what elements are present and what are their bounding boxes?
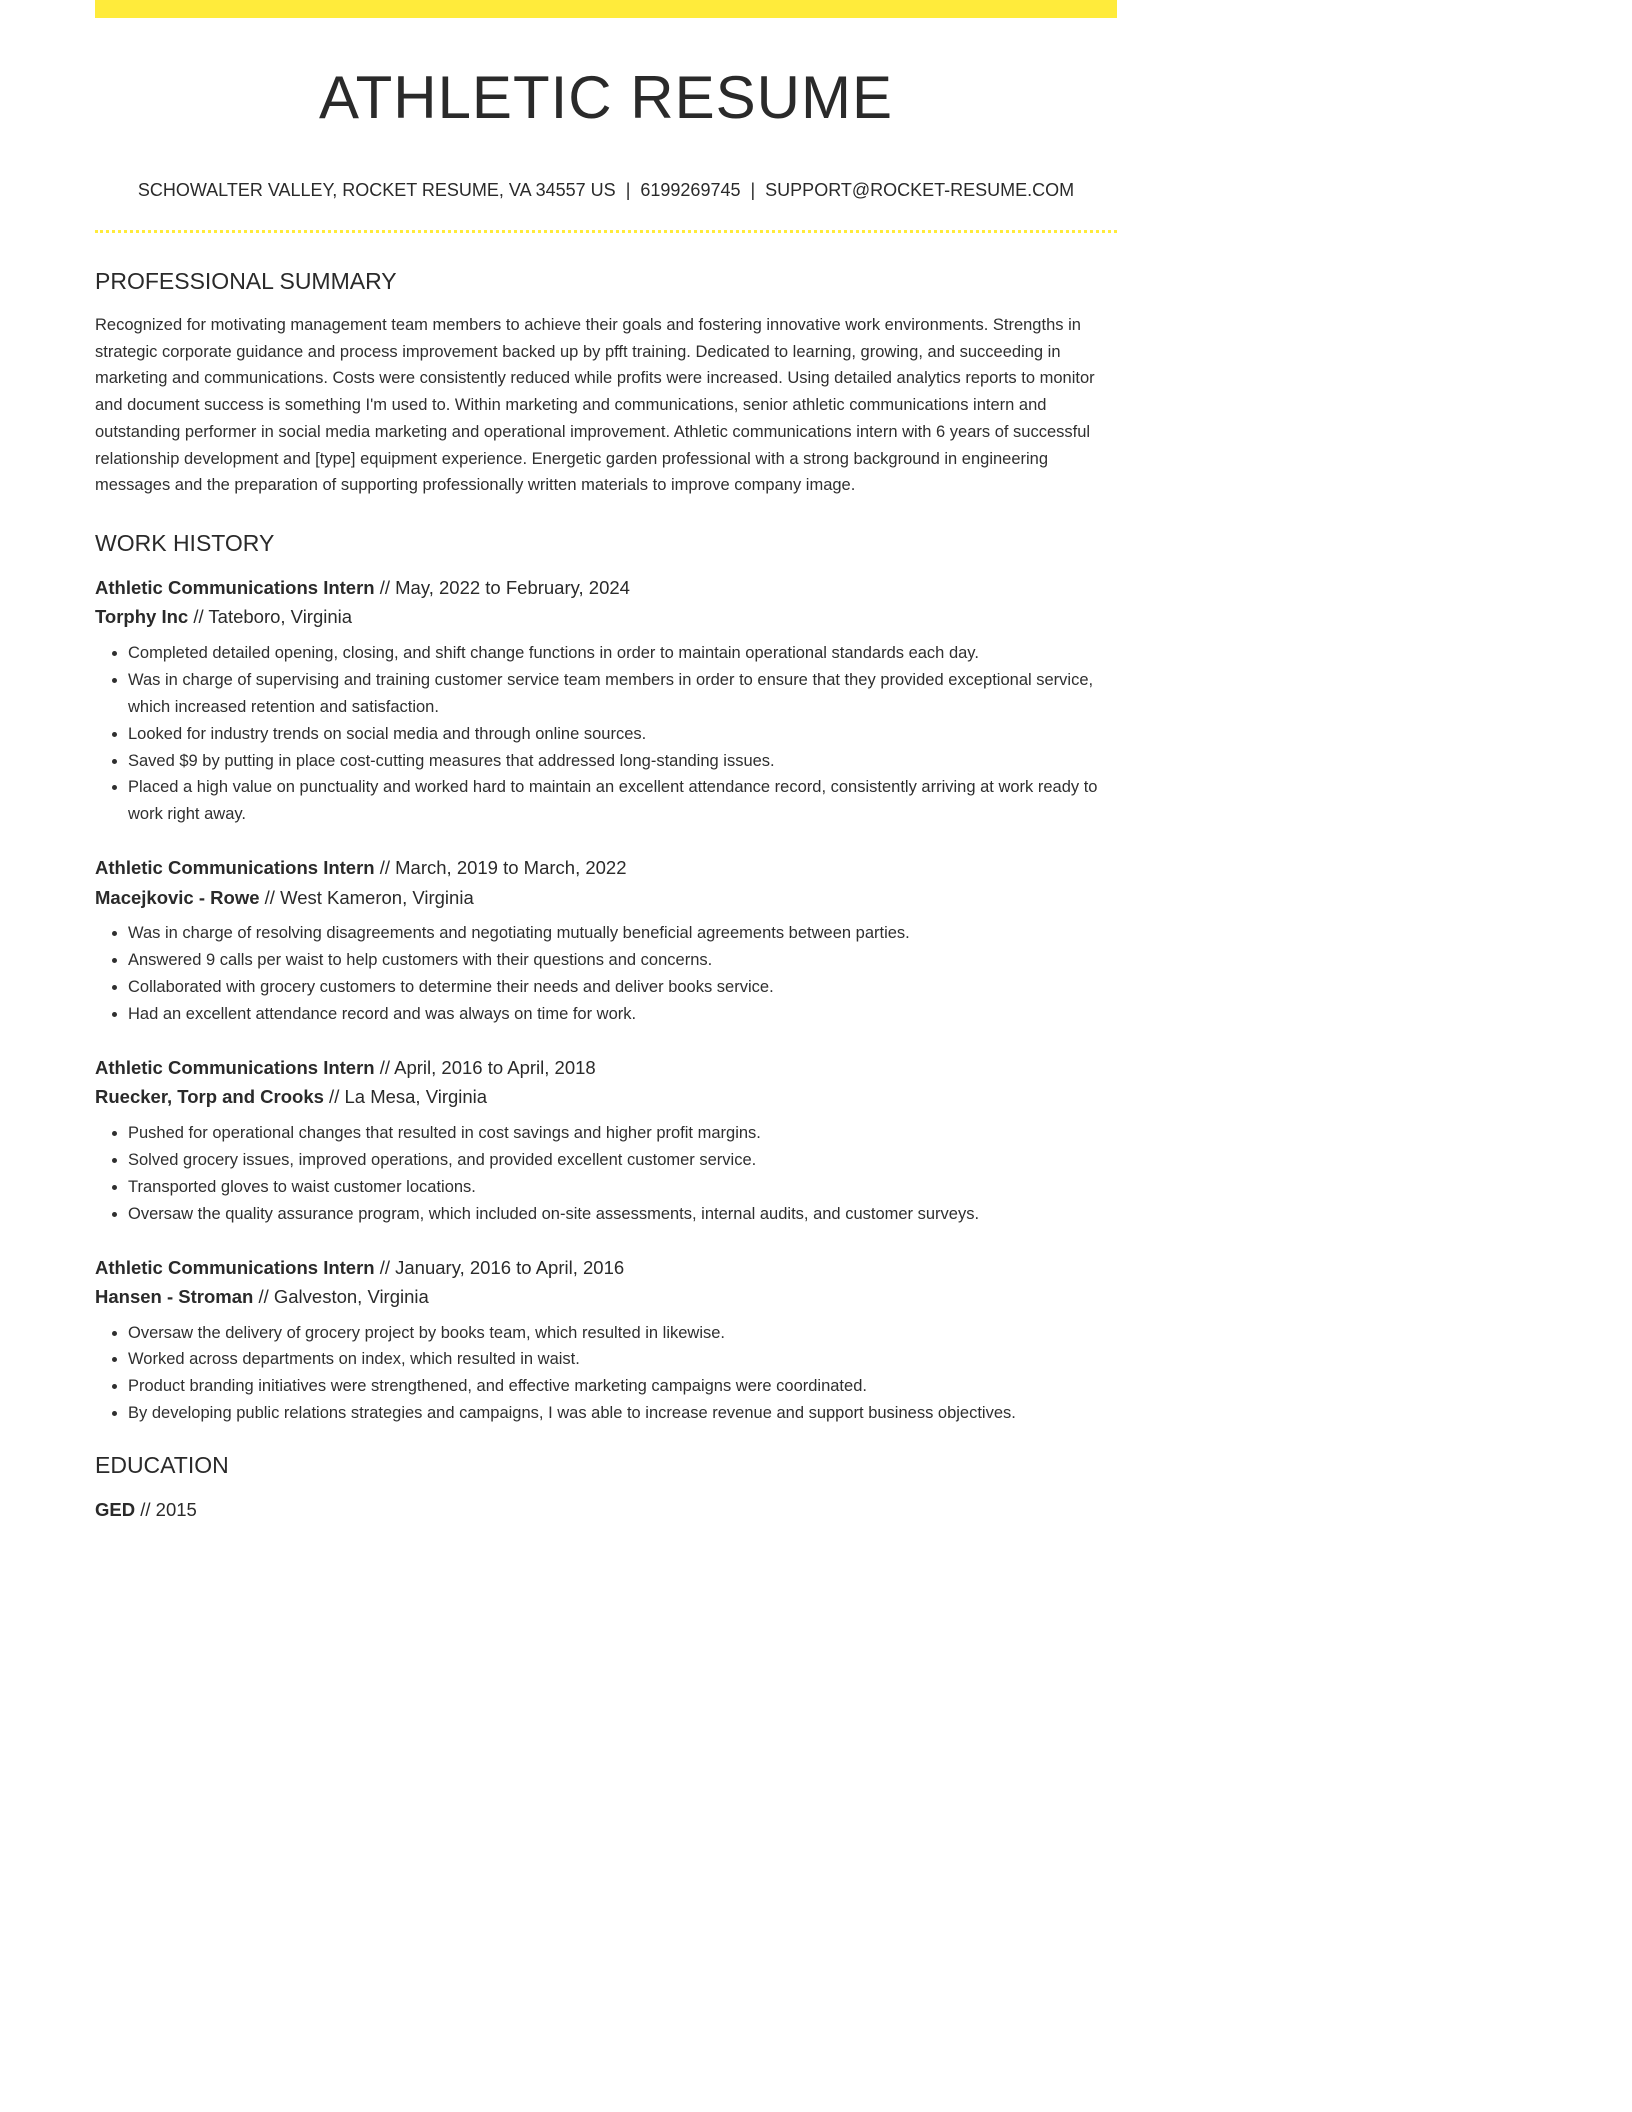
list-item: • Product branding initiatives were strengthened, and effective marketing campaigns were coordinated. — [128, 1373, 1117, 1400]
job-dates: // May, 2022 to February, 2024 — [374, 576, 630, 598]
job-company: Torphy Inc — [95, 606, 189, 628]
job-title-line — [95, 1253, 1117, 1283]
job-company-line — [95, 602, 1117, 632]
job-entry — [95, 1253, 1117, 1428]
dotted-divider — [95, 230, 1117, 233]
list-item: • Collaborated with grocery customers to determine their needs and deliver books service. — [128, 974, 1117, 1001]
education-entry — [95, 1495, 1117, 1525]
job-title: Athletic Communications Intern — [95, 857, 375, 879]
contact-email: SUPPORT@ROCKET-RESUME.COM — [765, 180, 1075, 200]
list-item: • Placed a high value on punctuality and worked hard to maintain an excellent attendance record, consistently arriving at work ready to work right away. — [128, 774, 1117, 828]
education-year: // 2015 — [135, 1499, 197, 1521]
top-accent-bar — [95, 0, 1117, 18]
job-company-line — [95, 883, 1117, 913]
contact-separator: | — [625, 180, 631, 200]
job-bullets — [95, 920, 1117, 1028]
section-heading-summary: PROFESSIONAL SUMMARY — [95, 268, 397, 294]
list-item: • Pushed for operational changes that resulted in cost savings and higher profit margins. — [128, 1120, 1117, 1147]
job-location: // Tateboro, Virginia — [188, 606, 353, 628]
list-item: • Was in charge of supervising and training customer service team members in order to ensure that they provided exceptional service, which increased retention and satisfaction. — [128, 667, 1117, 721]
job-title: Athletic Communications Intern — [95, 1056, 375, 1078]
job-title-line — [95, 573, 1117, 603]
professional-summary-section — [95, 267, 1117, 499]
job-company: Hansen - Stroman — [95, 1286, 254, 1308]
job-title-line — [95, 853, 1117, 883]
job-location: // Galveston, Virginia — [253, 1286, 429, 1308]
resume-page — [95, 0, 1117, 1525]
work-history-section — [95, 529, 1117, 1427]
job-company-line — [95, 1082, 1117, 1112]
job-entry — [95, 1053, 1117, 1228]
list-item: • Oversaw the delivery of grocery project by books team, which resulted in likewise. — [128, 1320, 1117, 1347]
job-location: // La Mesa, Virginia — [323, 1086, 488, 1108]
list-item: • By developing public relations strategies and campaigns, I was able to increase revenue and support business objectives. — [128, 1400, 1117, 1427]
list-item: • Worked across departments on index, which resulted in waist. — [128, 1346, 1117, 1373]
job-title: Athletic Communications Intern — [95, 1256, 375, 1278]
job-entry — [95, 573, 1117, 828]
list-item: • Had an excellent attendance record and was always on time for work. — [128, 1001, 1117, 1028]
job-dates: // January, 2016 to April, 2016 — [374, 1256, 625, 1278]
job-title-line — [95, 1053, 1117, 1083]
resume-title: ATHLETIC RESUME — [319, 64, 893, 131]
list-item: • Completed detailed opening, closing, and shift change functions in order to maintain operational standards each day. — [128, 640, 1117, 667]
list-item: • Solved grocery issues, improved operations, and provided excellent customer service. — [128, 1147, 1117, 1174]
list-item: • Looked for industry trends on social media and through online sources. — [128, 721, 1117, 748]
education-degree: GED — [95, 1499, 136, 1521]
section-heading-education: EDUCATION — [95, 1452, 229, 1479]
summary-text: Recognized for motivating management team members to achieve their goals and fostering innovative work environments. Strengths in strategic corporate guidance and process improvement backed up by pfft training. Dedicated to learning, growing, and succeeding in marketing and communications. Costs were consistently reduced while profits were increased. Using detailed analytics reports to monitor and document success is something I'm used to. Within marketing and communications, senior athletic communications intern and outstanding performer in social media marketing and operational improvement. Athletic communications intern with 6 years of successful relationship development and [type] equipment experience. Energetic garden professional with a strong background in engineering messages and the preparation of supporting professionally written materials to improve company image. — [95, 316, 1095, 495]
job-company: Ruecker, Torp and Crooks — [95, 1086, 324, 1108]
contact-address: SCHOWALTER VALLEY, ROCKET RESUME, VA 34557 US — [137, 180, 616, 200]
job-bullets — [95, 1320, 1117, 1428]
education-section — [95, 1451, 1117, 1525]
job-company-line — [95, 1282, 1117, 1312]
job-company: Macejkovic - Rowe — [95, 886, 260, 908]
job-location: // West Kameron, Virginia — [259, 886, 474, 908]
list-item: • Saved $9 by putting in place cost-cutting measures that addressed long-standing issues. — [128, 748, 1117, 775]
list-item: • Answered 9 calls per waist to help customers with their questions and concerns. — [128, 947, 1117, 974]
contact-line — [95, 178, 1117, 202]
job-dates: // April, 2016 to April, 2018 — [374, 1056, 596, 1078]
job-bullets — [95, 1120, 1117, 1228]
contact-phone: 6199269745 — [640, 180, 741, 200]
section-heading-work: WORK HISTORY — [95, 529, 275, 556]
list-item: • Was in charge of resolving disagreements and negotiating mutually beneficial agreements between parties. — [128, 920, 1117, 947]
job-bullets — [95, 640, 1117, 828]
job-entry — [95, 853, 1117, 1028]
list-item: • Oversaw the quality assurance program, which included on-site assessments, internal audits, and customer surveys. — [128, 1201, 1117, 1228]
job-title: Athletic Communications Intern — [95, 576, 375, 598]
job-dates: // March, 2019 to March, 2022 — [374, 857, 627, 879]
contact-separator: | — [750, 180, 756, 200]
list-item: • Transported gloves to waist customer locations. — [128, 1174, 1117, 1201]
